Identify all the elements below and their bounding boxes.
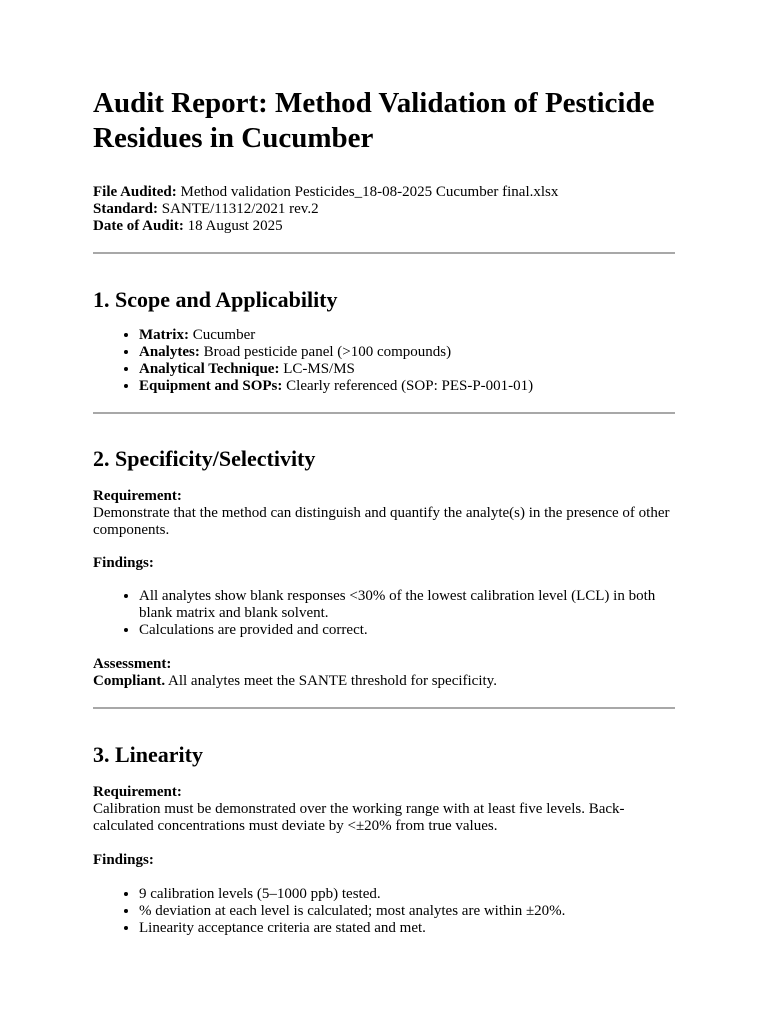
section-heading-specificity: 2. Specificity/Selectivity [93, 446, 316, 471]
page-title: Audit Report: Method Validation of Pesticide Residues in Cucumber [93, 87, 655, 154]
specificity-assessment-label: Assessment: [93, 656, 172, 672]
scope-item-value: Cucumber [188, 327, 256, 343]
scope-item-label: Analytes: [139, 344, 200, 360]
assessment-text: All analytes meet the SANTE threshold for specificity. [165, 673, 497, 689]
specificity-requirement-text: Demonstrate that the method can distinguish and quantify the analyte(s) in the presence of other components. [93, 505, 670, 538]
list-item [139, 344, 675, 361]
scope-item-value: LC-MS/MS [279, 361, 355, 377]
scope-item-value: Clearly referenced (SOP: PES-P-001-01) [282, 378, 534, 394]
meta-standard-row [93, 201, 675, 218]
list-item [139, 361, 675, 378]
meta-date-label: Date of Audit: [93, 218, 184, 234]
list-item: • Calculations are provided and correct. [139, 622, 675, 639]
meta-standard-value: SANTE/11312/2021 rev.2 [158, 201, 319, 217]
list-item [139, 378, 675, 395]
section-heading-linearity: 3. Linearity [93, 742, 203, 767]
scope-item-label: Matrix: [139, 327, 189, 343]
section-divider [93, 412, 675, 414]
scope-item-label: Analytical Technique: [139, 361, 280, 377]
meta-file-value: Method validation Pesticides_18-08-2025 Cucumber final.xlsx [176, 184, 559, 200]
specificity-findings-list [93, 588, 675, 639]
meta-standard-label: Standard: [93, 201, 159, 217]
linearity-requirement-label: Requirement: [93, 784, 182, 800]
scope-list [93, 327, 675, 395]
list-item: • 9 calibration levels (5–1000 ppb) tested. [139, 886, 675, 903]
list-item [139, 327, 675, 344]
section-heading-scope: 1. Scope and Applicability [93, 287, 338, 312]
specificity-findings-label: Findings: [93, 555, 154, 571]
linearity-findings-list [93, 886, 675, 937]
meta-date-value: 18 August 2025 [183, 218, 283, 234]
report-metadata [93, 184, 675, 235]
meta-file-row [93, 184, 675, 201]
section-divider [93, 252, 675, 254]
meta-file-label: File Audited: [93, 184, 177, 200]
specificity-requirement-label: Requirement: [93, 488, 182, 504]
list-item: • Linearity acceptance criteria are stated and met. [139, 920, 675, 937]
assessment-status: Compliant. [93, 673, 166, 689]
linearity-requirement-text: Calibration must be demonstrated over the working range with at least five levels. Back-calculated concentrations must deviate by <±20% from true values. [93, 801, 625, 834]
section-divider [93, 707, 675, 709]
scope-item-value: Broad pesticide panel (>100 compounds) [199, 344, 452, 360]
list-item: • All analytes show blank responses <30% of the lowest calibration level (LCL) in both blank matrix and blank solvent. [139, 588, 675, 622]
specificity-assessment [93, 673, 675, 690]
meta-date-row [93, 218, 675, 235]
linearity-findings-label: Findings: [93, 852, 154, 868]
list-item: • % deviation at each level is calculated; most analytes are within ±20%. [139, 903, 675, 920]
scope-item-label: Equipment and SOPs: [139, 378, 283, 394]
